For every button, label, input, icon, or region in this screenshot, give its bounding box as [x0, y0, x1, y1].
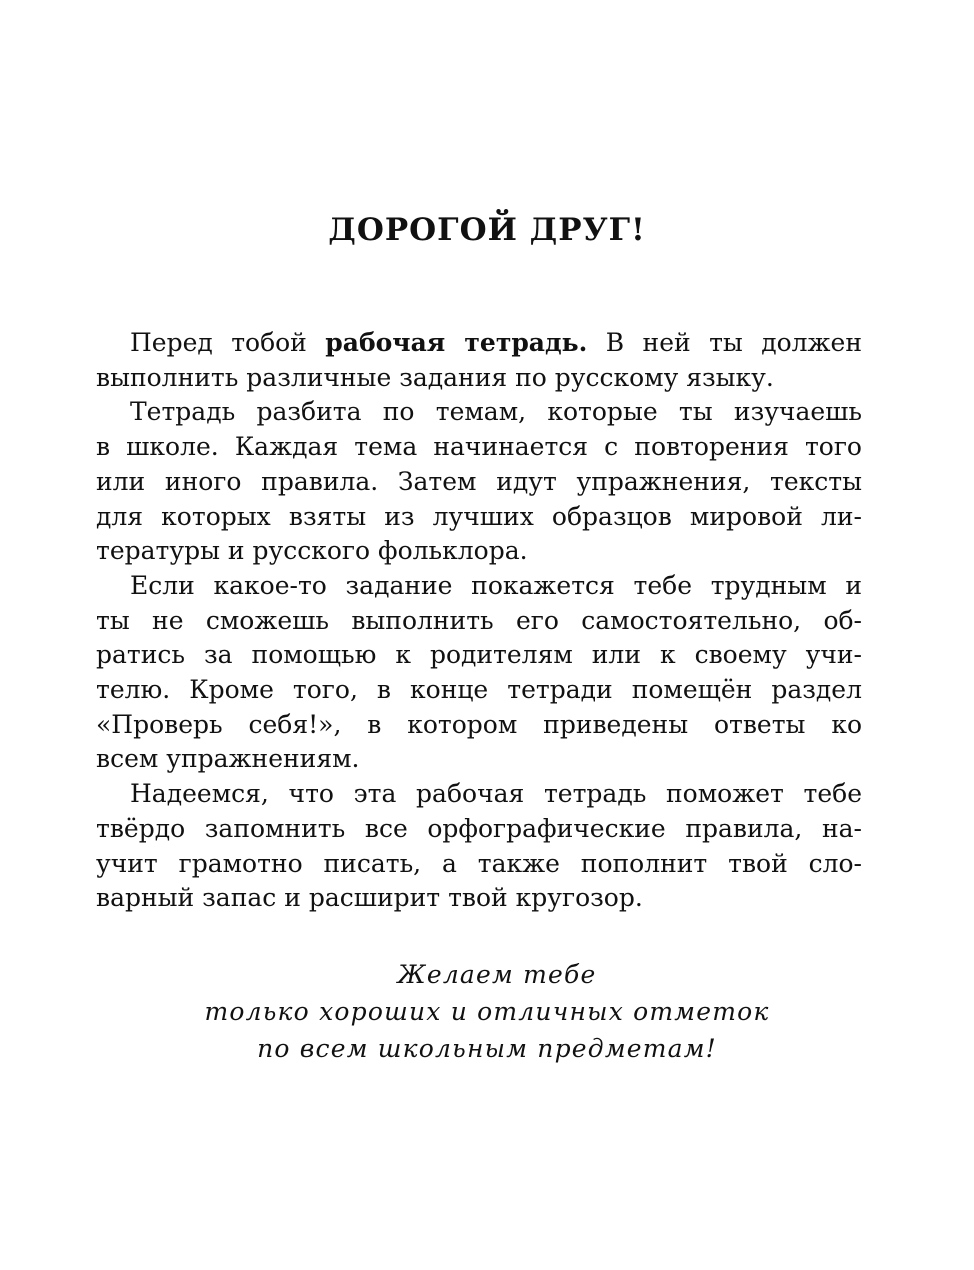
text-line: «Проверь себя!», в котором приведены ответы ко: [96, 709, 862, 739]
page-title: ДОРОГОЙ ДРУГ!: [328, 212, 646, 248]
closing-line: Желаем тебе: [397, 960, 597, 989]
text-line: учит грамотно писать, а также пополнит твой сло-: [96, 848, 862, 878]
text-line: Перед тобой рабочая тетрадь. В ней ты должен: [130, 328, 862, 357]
paragraph-4: [96, 777, 862, 916]
paragraph-1: [96, 326, 862, 395]
text-line: для которых взяты из лучших образцов мировой ли-: [96, 501, 862, 531]
text-line: телю. Кроме того, в конце тетради помещён раздел: [96, 675, 862, 705]
text-line: Если какое-то задание покажется тебе трудным и: [130, 570, 862, 600]
paragraph-3: [96, 569, 862, 777]
closing-line: только хороших и отличных отметок: [204, 997, 770, 1026]
text-line: тературы и русского фольклора.: [96, 536, 528, 566]
closing-wish: [0, 956, 974, 1067]
text-line: или иного правила. Затем идут упражнения, тексты: [96, 466, 862, 496]
intro-text: [96, 326, 862, 916]
emphasis-workbook: рабочая тетрадь.: [325, 328, 588, 357]
paragraph-2: [96, 395, 862, 569]
text-line: Надеемся, что эта рабочая тетрадь поможет тебе: [130, 779, 862, 809]
text-line: твёрдо запомнить все орфографические правила, на-: [96, 813, 862, 843]
text-line: выполнить различные задания по русскому языку.: [96, 362, 774, 392]
text-line: варный запас и расширит твой кругозор.: [96, 883, 643, 913]
text-line: в школе. Каждая тема начинается с повторения того: [96, 432, 862, 462]
text-line: ратись за помощью к родителям или к своему учи-: [96, 640, 862, 670]
closing-line: по всем школьным предметам!: [257, 1034, 717, 1063]
text-line: всем упражнениям.: [96, 744, 360, 774]
text-line: Тетрадь разбита по темам, которые ты изучаешь: [130, 397, 862, 427]
text-line: ты не сможешь выполнить его самостоятельно, об-: [96, 605, 862, 635]
